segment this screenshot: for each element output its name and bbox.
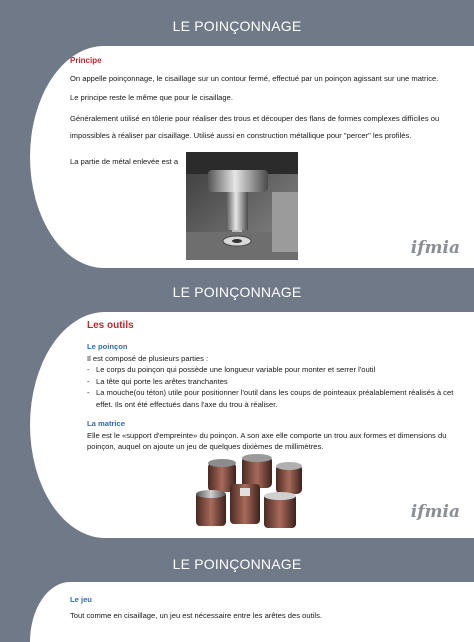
slide-jeu [0,538,474,642]
section-heading: Le jeu [70,595,92,604]
ifmia-logo [411,502,460,522]
slide-content [30,46,474,268]
poincon-parts-list [87,364,460,410]
slide-title: LE POINÇONNAGE [172,556,302,572]
paragraph: Tout comme en cisaillage, un jeu est nécessaire entre les arêtes des outils. [70,610,322,620]
slide-header [0,0,474,46]
list-item: - Le corps du poinçon qui possède une longueur variable pour monter et serrer l'outil [87,364,460,376]
slide-title: LE POINÇONNAGE [172,18,302,34]
list-item: - La tête qui porte les arêtes tranchantes [87,376,460,388]
ifmia-logo [411,238,460,258]
logo-text: ifmia [410,502,460,522]
paragraph: La partie de métal enlevée est a [70,157,179,166]
list-item: - La mouche(ou téton) utile pour positionner l'outil dans les coups de pointeaux préalablement réalisés à cet effet. Ils ont été effectués dans l'axe du trou à réaliser. [87,387,460,410]
slide-outils [0,268,474,538]
section-heading: Les outils [87,320,134,331]
slide-title: LE POINÇONNAGE [172,284,302,300]
slide-content [30,312,474,538]
paragraph: Il est composé de plusieurs parties : [87,353,209,363]
paragraph: Le principe reste le même que pour le cisaillage. [70,92,233,102]
paragraph: Généralement utilisé en tôlerie pour réaliser des trous et découper des flans de formes complexes difficiles ou impossibles à réaliser par cisaillage. Utilisé aussi en construction métallique pour "percer" les profilés. [70,114,440,140]
subheading-poincon: Le poinçon [87,342,128,351]
paragraph: On appelle poinçonnage, le cisaillage sur un contour fermé, effectué par un poinçon agissant sur une matrice. [70,74,439,83]
subheading-matrice: La matrice [87,419,125,428]
slide-header [0,538,474,582]
slide-principe [0,0,474,268]
section-heading: Principe [70,56,102,65]
slide-header [0,268,474,312]
punching-machine-photo [186,152,298,260]
paragraph: Elle est le «support d'empreinte» du poinçon. A son axe elle comporte un trou aux formes et dimensions du poinçon, auquel on ajoute un jeu de quelques dixièmes de millimètres. [87,430,447,451]
slide-content [30,582,474,642]
logo-text: ifmia [410,238,460,258]
punch-and-die-photo [190,454,308,532]
